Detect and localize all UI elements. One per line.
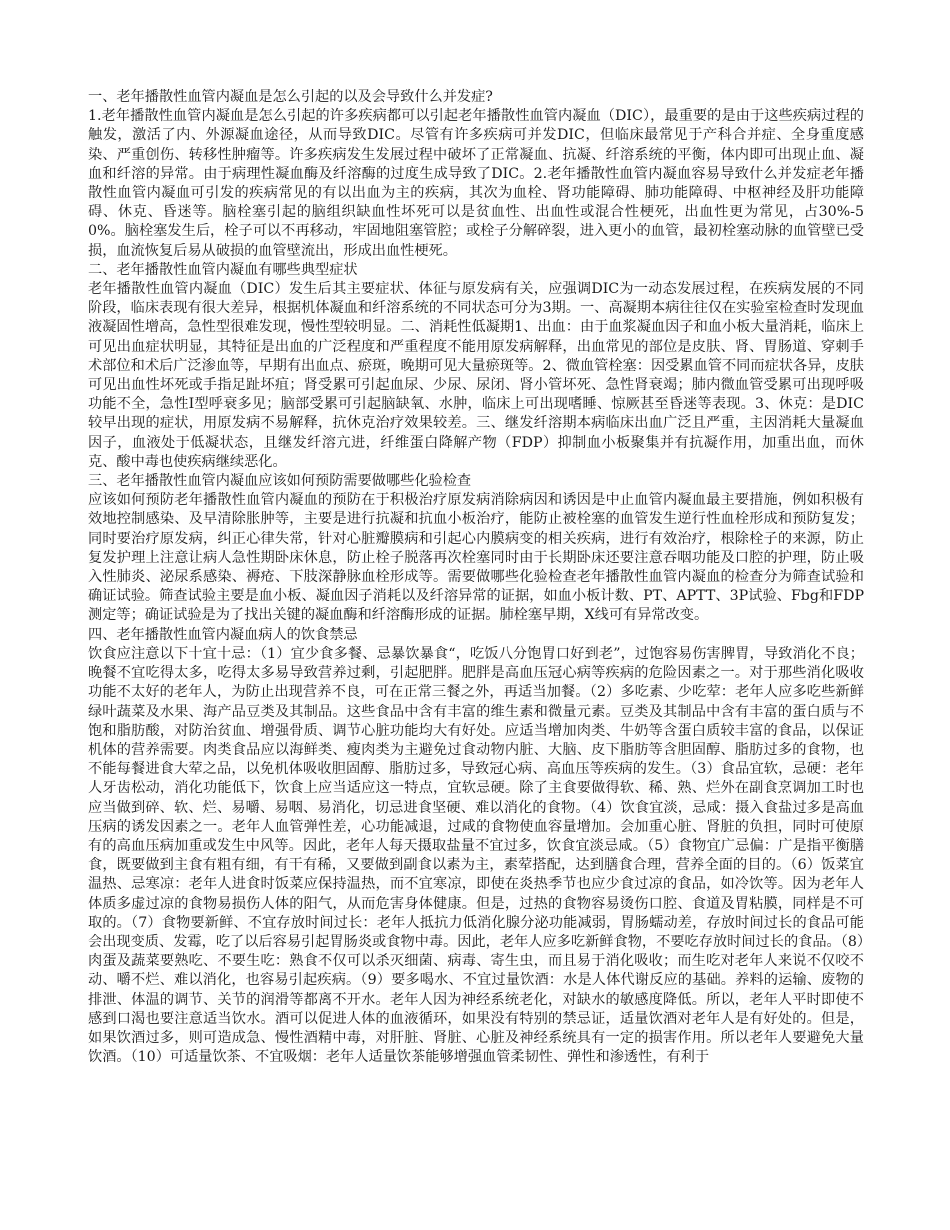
section-heading: 一、老年播散性血管内凝血是怎么引起的以及会导致什么并发症?	[88, 89, 493, 105]
section-body: 老年播散性血管内凝血（DIC）发生后其主要症状、体征与原发病有关，应强调DIC为一动态发展过程，在疾病发展的不同阶段，临床表现有很大差异，根据机体凝血和纤溶系统的不同状态可分为3期。一、高凝期本病往往仅在实验室检查时发现血液凝固性增高，急性型很难发现，慢性型较明显。二、消耗性低凝期1、出血：由于血浆凝血因子和血小板大量消耗，临床上可见出血症状明显，其特征是出血的广泛程度和严重程度不能用原发病解释，出血常见的部位是皮肤、肾、胃肠道、穿刺手术部位和术后广泛渗血等，早期有出血点、瘀斑，晚期可见大量瘀斑等。2、微血管栓塞：因受累血管不同而症状各异，皮肤可见出血性坏死或手指足趾坏疽；肾受累可引起血尿、少尿、尿闭、肾小管坏死、急性肾衰竭；肺内微血管受累可出现呼吸功能不全，急性Ⅰ型呼衰多见；脑部受累可引起脑缺氧、水肿，临床上可出现嗜睡、惊厥甚至昏迷等表现。3、休克：是DIC较早出现的症状，用原发病不易解释，抗休克治疗效果较差。三、继发纤溶期本病临床出血广泛且严重，主因消耗大量凝血因子，血液处于低凝状态，且继发纤溶亢进，纤维蛋白降解产物（FDP）抑制血小板聚集并有抗凝作用，加重出血，而休克、酸中毒也使疾病继续恶化。	[88, 281, 864, 470]
section-body: 应该如何预防老年播散性血管内凝血的预防在于积极治疗原发病消除病因和诱因是中止血管内凝血最主要措施，例如积极有效地控制感染、及早清除胀肿等，主要是进行抗凝和抗血小板治疗，能防止被栓塞的血管发生逆行性血栓形成和预防复发；同时要治疗原发病，纠正心律失常，针对心脏瓣膜病和引起心内膜病变的相关疾病，进行有效治疗，根除栓子的来源，防止复发护理上注意让病人急性期卧床休息，防止栓子脱落再次栓塞同时由于长期卧床还要注意吞咽功能及口腔的护理，防止吸入性肺炎、泌尿系感染、褥疮、下肢深静脉血栓形成等。需要做哪些化验检查老年播散性血管内凝血的检查分为筛查试验和确证试验。筛查试验主要是血小板、凝血因子消耗以及纤溶异常的证据，如血小板计数、PT、APTT、3P试验、Fbg和FDP测定等；确证试验是为了找出关键的凝血酶和纤溶酶形成的证据。肺栓塞早期，X线可有异常改变。	[88, 492, 864, 624]
section-heading: 二、老年播散性血管内凝血有哪些典型症状	[88, 261, 358, 278]
section-symptoms	[88, 261, 864, 472]
section-body: 1.老年播散性血管内凝血是怎么引起的许多疾病都可以引起老年播散性血管内凝血（DIC），最重要的是由于这些疾病过程的触发，激活了内、外源凝血途径，从而导致DIC。尽管有许多疾病可并发DIC，但临床最常见于产科合并症、全身重度感染、严重创伤、转移性肿瘤等。许多疾病发生发展过程中破坏了正常凝血、抗凝、纤溶系统的平衡，体内即可出现止血、凝血和纤溶的异常。由于病理性凝血酶及纤溶酶的过度生成导致了DIC。2.老年播散性血管内凝血容易导致什么并发症老年播散性血管内凝血可引发的疾病常见的有以出血为主的疾病，其次为血栓、肾功能障碍、肺功能障碍、中枢神经及肝功能障碍、休克、昏迷等。脑栓塞引起的脑组织缺血性坏死可以是贫血性、出血性或混合性梗死，出血性更为常见，占30%-50%。脑栓塞发生后，栓子可以不再移动，牢固地阻塞管腔；或栓子分解碎裂，进入更小的血管，最初栓塞动脉的血管壁已受损，血流恢复后易从破损的血管壁流出，形成出血性梗死。	[88, 108, 864, 259]
section-prevention-tests	[88, 472, 864, 626]
section-heading: 三、老年播散性血管内凝血应该如何预防需要做哪些化验检查	[88, 473, 472, 490]
document-page	[88, 88, 864, 1067]
section-heading: 四、老年播散性血管内凝血病人的饮食禁忌	[88, 626, 358, 643]
section-body: 饮食应注意以下十宜十忌：（1）宜少食多餐、忌暴饮暴食“，吃饭八分饱胃口好到老”，过饱容易伤害脾胃，导致消化不良；晚餐不宜吃得太多，吃得太多易导致营养过剩，引起肥胖。肥胖是高血压冠心病等疾病的危险因素之一。对于那些消化吸收功能不太好的老年人，为防止出现营养不良，可在正常三餐之外，再适当加餐。（2）多吃素、少吃荤：老年人应多吃些新鲜绿叶蔬菜及水果、海产品豆类及其制品。这些食品中含有丰富的维生素和微量元素。豆类及其制品中含有丰富的蛋白质与不饱和脂肪酸，对防治贫血、增强骨质、调节心脏功能均大有好处。应适当增加肉类、牛奶等含蛋白质较丰富的食品，以保证机体的营养需要。肉类食品应以海鲜类、瘦肉类为主避免过食动物内脏、大脑、皮下脂肪等含胆固醇、脂肪过多的食物，也不能每餐进食大荤之品，以免机体吸收胆固醇、脂肪过多，导致冠心病、高血压等疾病的发生。（3）食品宜软，忌硬：老年人牙齿松动，消化功能低下，饮食上应当适应这一特点，宜软忌硬。除了主食要做得软、稀、熟、烂外在副食烹调加工时也应当做到碎、软、烂、易嚼、易咽、易消化，切忌进食坚硬、难以消化的食物。（4）饮食宜淡，忌咸：摄入食盐过多是高血压病的诱发因素之一。老年人血管弹性差，心功能减退，过咸的食物使血容量增加。会加重心脏、肾脏的负担，同时可使原有的高血压病加重或发生中风等。因此，老年人每天摄取盐量不宜过多，饮食宜淡忌咸。（5）食物宜广忌偏：广是指平衡膳食，既要做到主食有粗有细，有干有稀，又要做到副食以素为主，素荤搭配，达到膳食合理，营养全面的目的。（6）饭菜宜温热、忌寒凉：老年人进食时饭菜应保持温热，而不宜寒凉，即使在炎热季节也应少食过凉的食品，如冷饮等。因为老年人体质多虚过凉的食物易损伤人体的阳气，从而危害身体健康。但是，过热的食物容易烫伤口腔、食道及胃粘膜，同样是不可取的。（7）食物要新鲜、不宜存放时间过长：老年人抵抗力低消化腺分泌功能减弱，胃肠蠕动差，存放时间过长的食品可能会出现变质、发霉，吃了以后容易引起胃肠炎或食物中毒。因此，老年人应多吃新鲜食物，不要吃存放时间过长的食品。（8）肉蛋及蔬菜要熟吃、不要生吃：熟食不仅可以杀灭细菌、病毒、寄生虫，而且易于消化吸收；而生吃对老年人来说不仅咬不动、嚼不烂、难以消化，也容易引起疾病。（9）要多喝水、不宜过量饮酒：水是人体代谢反应的基础。养料的运输、废物的排泄、体温的调节、关节的润滑等都离不开水。老年人因为神经系统老化，对缺水的敏感度降低。所以，老年人平时即使不感到口渴也要注意适当饮水。酒可以促进人体的血液循环，如果没有特别的禁忌证，适量饮酒对老年人是有好处的。但是，如果饮酒过多，则可造成急、慢性酒精中毒，对肝脏、肾脏、心脏及神经系统具有一定的损害作用。所以老年人要避免大量饮酒。（10）可适量饮茶、不宜吸烟：老年人适量饮茶能够增强血管柔韧性、弹性和渗透性，有利于	[88, 645, 864, 1066]
section-diet-taboos	[88, 626, 864, 1068]
section-causes-complications	[88, 88, 864, 261]
